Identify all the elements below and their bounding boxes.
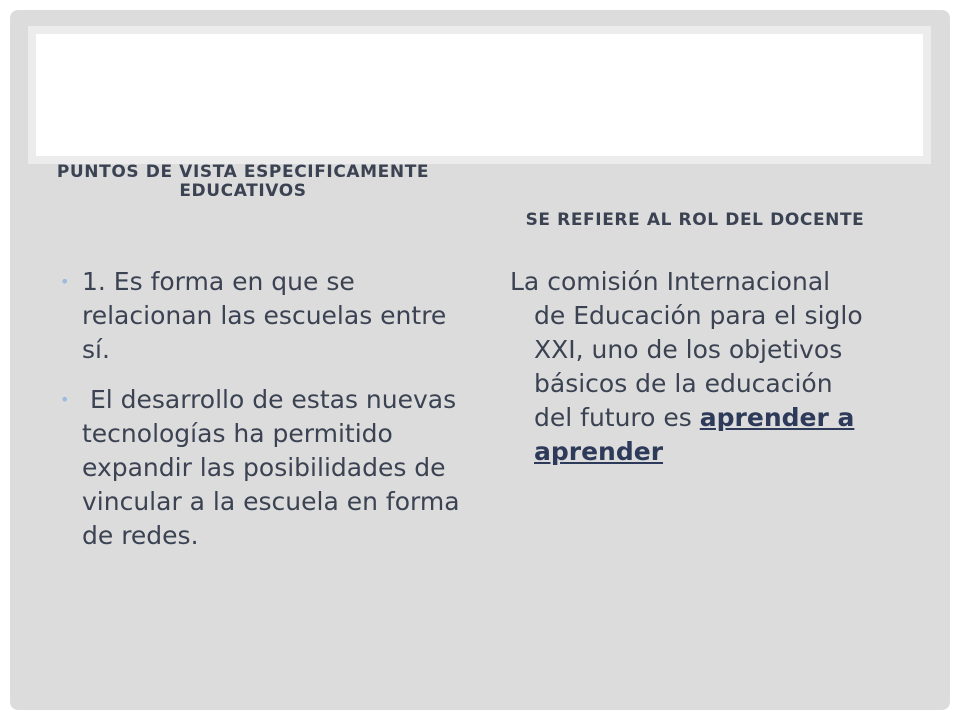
bullet-text: El desarrollo de estas nuevas tecnologías ha permitido expandir las posibilidades de vincular a la escuela en forma de redes.: [82, 385, 468, 550]
right-paragraph: La comisión Internacional de Educación para el siglo XXI, uno de los objetivos básicos de la educación del futuro es: [510, 267, 863, 432]
list-item: [60, 265, 460, 367]
left-column-heading: PUNTOS DE VISTA ESPECIFICAMENTE EDUCATIVOS: [56, 162, 430, 201]
emphasis-text: aprender a aprender: [534, 403, 855, 466]
right-column-text: [510, 265, 864, 469]
bullet-icon: •: [60, 272, 70, 291]
title-placeholder: [28, 26, 931, 164]
left-bullet-list: [60, 265, 468, 569]
bullet-icon: •: [60, 390, 70, 409]
right-column-heading: SE REFIERE AL ROL DEL DOCENTE: [525, 210, 865, 230]
list-item: [60, 383, 468, 553]
bullet-text: 1. Es forma en que se relacionan las escuelas entre sí.: [82, 267, 447, 364]
